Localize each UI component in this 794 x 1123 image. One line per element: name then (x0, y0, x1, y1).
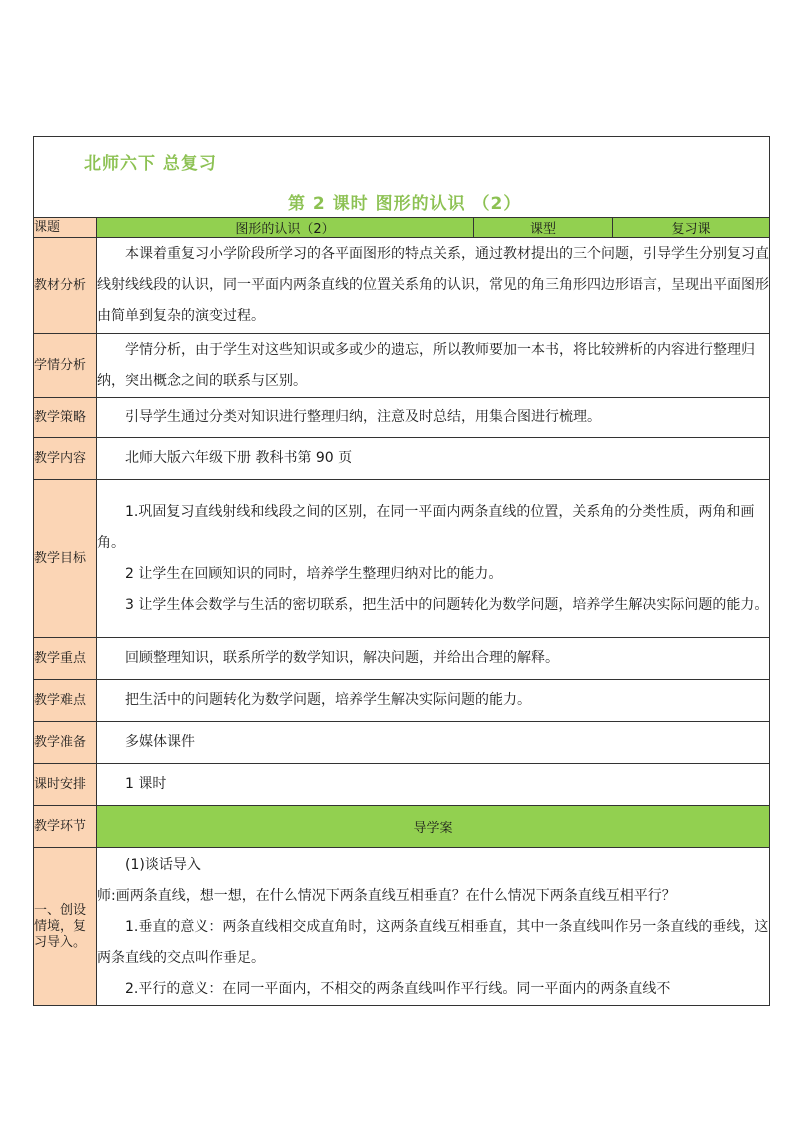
paragraph: 引导学生通过分类对知识进行整理归纳，注意及时总结，用集合图进行梳理。 (125, 409, 601, 425)
paragraph: 1.巩固复习直线射线和线段之间的区别，在同一平面内两条直线的位置，关系角的分类性质，两角和画角。 (97, 503, 755, 551)
section-label: 教学环节 (34, 806, 97, 848)
step-one-label: 一、创设情境，复习导入。 (34, 848, 97, 1006)
row-label-difficulty: 教学难点 (34, 680, 97, 722)
row-label-key: 教学重点 (34, 638, 97, 680)
row-content-students (97, 334, 770, 398)
row-content-difficulty (97, 680, 770, 722)
section-value: 导学案 (97, 806, 770, 848)
type-value: 复习课 (613, 218, 770, 238)
row-label-strategy: 教学策略 (34, 398, 97, 438)
row-label-textbook: 教材分析 (34, 238, 97, 334)
lesson-plan-table (33, 136, 770, 1006)
paragraph: 师:画两条直线，想一想，在什么情况下两条直线互相垂直？在什么情况下两条直线互相平行？ (97, 888, 676, 904)
row-label-preparation: 教学准备 (34, 722, 97, 764)
paragraph: 本课着重复习小学阶段所学习的各平面图形的特点关系，通过教材提出的三个问题，引导学生分别复习直线射线线段的认识，同一平面内两条直线的位置关系角的认识，常见的角三角形四边形语言，呈现出平面图形由简单到复杂的演变过程。 (97, 246, 769, 324)
row-label-content: 教学内容 (34, 438, 97, 480)
row-content-textbook (97, 238, 770, 334)
row-content-goals (97, 480, 770, 638)
title-cell (34, 137, 770, 218)
paragraph: 2 让学生在回顾知识的同时，培养学生整理归纳对比的能力。 (125, 565, 503, 582)
paragraph: 2.平行的意义：在同一平面内，不相交的两条直线叫作平行线。同一平面内的两条直线不 (125, 981, 671, 997)
topic-value: 图形的认识（2） (97, 218, 474, 238)
row-label-schedule: 课时安排 (34, 764, 97, 806)
topic-label: 课题 (34, 218, 97, 238)
step-one-content (97, 848, 770, 1006)
row-label-students: 学情分析 (34, 334, 97, 398)
row-content-key (97, 638, 770, 680)
paragraph: 1.垂直的意义：两条直线相交成直角时，这两条直线互相垂直，其中一条直线叫作另一条直线的垂线，这两条直线的交点叫作垂足。 (97, 919, 769, 966)
row-content-schedule (97, 764, 770, 806)
paragraph: 1 课时 (125, 776, 167, 792)
type-label: 课型 (474, 218, 613, 238)
paragraph: 把生活中的问题转化为数学问题，培养学生解决实际问题的能力。 (125, 692, 531, 708)
paragraph: 回顾整理知识，联系所学的数学知识，解决问题，并给出合理的解释。 (125, 650, 559, 666)
paragraph: 3 让学生体会数学与生活的密切联系，把生活中的问题转化为数学问题，培养学生解决实际问题的能力。 (125, 596, 769, 613)
row-label-goals: 教学目标 (34, 480, 97, 638)
paragraph: 北师大版六年级下册 教科书第 90 页 (125, 450, 353, 466)
paragraph: 多媒体课件 (125, 734, 195, 750)
lesson-title: 第 2 课时 图形的认识 （2） (288, 194, 522, 214)
paragraph: 学情分析，由于学生对这些知识或多或少的遗忘，所以教师要加一本书，将比较辨析的内容进行整理归纳，突出概念之间的联系与区别。 (97, 341, 755, 389)
subject-heading: 北师六下 总复习 (84, 154, 217, 174)
row-content-strategy (97, 398, 770, 438)
paragraph: (1)谈话导入 (125, 857, 201, 873)
row-content-preparation (97, 722, 770, 764)
row-content-content (97, 438, 770, 480)
